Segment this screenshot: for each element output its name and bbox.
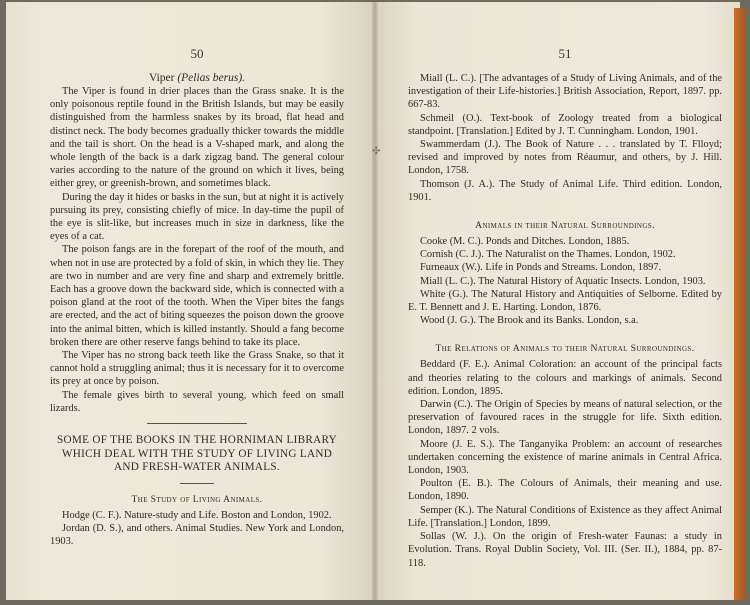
- spacer: [408, 204, 722, 216]
- book-entry: Darwin (C.). The Origin of Species by means of natural selection, or the preservation of favoured races in the struggle for life. Sixth edition. London, 1897. 2 vols.: [408, 399, 722, 437]
- book-spread: [6, 2, 740, 600]
- divider: [147, 423, 247, 424]
- book-entry: White (G.). The Natural History and Antiquities of Selborne. Edited by E. T. Bennett and J. E. Harting. London, 1876.: [408, 288, 722, 314]
- book-entry: Hodge (C. F.). Nature-study and Life. Boston and London, 1902.: [62, 509, 332, 521]
- page-number: 50: [190, 46, 204, 61]
- cover-edge: [734, 8, 746, 600]
- book-entry: Miall (L. C.). The Natural History of Aquatic Insects. London, 1903.: [420, 275, 706, 287]
- paragraph: The Viper is found in drier places than the Grass snake. It is the only poisonous reptile found in the British Islands, but may be easily distinguished from the harmless snakes by its broad, flat head and distinct neck. The body becomes gradually thicker towards the middle and the tail is short. On the head is a V-shaped mark, and along the whole length of the back is a dark zigzag band. The general colour varies according to the nature of the ground on which it lives, being either grey, or greenish-brown, and sometimes black.: [50, 86, 344, 190]
- book-entry: Cooke (M. C.). Ponds and Ditches. London, 1885.: [420, 236, 630, 248]
- book-entry: Beddard (F. E.). Animal Coloration: an account of the principal facts and theories relating to the colours and markings of animals. Second edition. London, 1895.: [408, 359, 722, 397]
- book-entry: Cornish (C. J.). The Naturalist on the Thames. London, 1902.: [420, 249, 676, 261]
- book-entry: Thomson (J. A.). The Study of Animal Life. Third edition. London, 1901.: [408, 178, 722, 203]
- book-entry: Swammerdam (J.). The Book of Nature . . . translated by T. Flloyd; revised and improved by notes from Réaumur, and others, by J. Hill. London, 1758.: [408, 139, 722, 177]
- paragraph: The female gives birth to several young, which feed on small lizards.: [50, 389, 344, 414]
- book-entry: Sollas (W. J.). On the origin of Fresh-water Faunas: a study in Evolution. Trans. Royal Dublin Society, Vol. III. (Ser. II.), 1884, pp. 87-118.: [408, 531, 722, 569]
- book-entry: Furneaux (W.). Life in Ponds and Streams. London, 1897.: [420, 262, 662, 274]
- book-entry: Miall (L. C.). [The advantages of a Study of Living Animals, and of the investigation of their Life-histories.] British Association, Report, 1897. pp. 667-83.: [408, 73, 722, 111]
- spacer: [408, 327, 722, 339]
- paragraph: The poison fangs are in the forepart of the roof of the mouth, and when not in use are protected by a fold of skin, in which they lie. They are two in number and are very fine and sharp and extremely brittle. Each has a groove down the backward side, which is connected with a poison gland at the root of the tooth. When the Viper bites the fangs are erected, and the act of biting squeezes the poison down the groove into the animal bitten, which is killed instantly. Should a fang become broken there are other reserve fangs behind to take its place.: [50, 244, 344, 348]
- left-page: [6, 2, 374, 600]
- book-entry: Moore (J. E. S.). The Tanganyika Problem: an account of researches undertaken concerning the existence of marine animals in Central Africa. London, 1903.: [408, 438, 722, 477]
- section-heading: The Relations of Animals to their Natural Surroundings.: [435, 343, 695, 355]
- book-entry: Schmeil (O.). Text-book of Zoology treated from a biological standpoint. [Translation.] Edited by J. T. Cunningham. London, 1901.: [408, 112, 722, 137]
- book-entry: Wood (J. G.). The Brook and its Banks. London, s.a.: [420, 315, 639, 327]
- paragraph: During the day it hides or basks in the sun, but at night it is actively pursuing its prey, consisting chiefly of mice. In day-time the pupil of the eye is slit-like, but increases much in size in darkness, like the eyes of a cat.: [50, 191, 344, 243]
- book-entry: Semper (K.). The Natural Conditions of Existence as they affect Animal Life. [Translation.] London, 1899.: [408, 504, 722, 529]
- viper-description: [50, 85, 344, 415]
- book-gutter: [372, 2, 381, 600]
- paragraph: The Viper has no strong back teeth like the Grass Snake, so that it cannot hold a struggling animal; thus it is necessary for it to overcome its prey at once by poison.: [50, 350, 344, 388]
- viper-heading: [50, 72, 344, 84]
- divider: [180, 483, 214, 484]
- viper-latin-name: (Pelias berus).: [177, 72, 246, 84]
- section-heading: The Study of Living Animals.: [131, 493, 263, 505]
- book-entry: Poulton (E. B.). The Colours of Animals, their meaning and use. London, 1890.: [408, 478, 722, 503]
- viper-heading-name: Viper: [148, 72, 175, 84]
- page-number: 51: [558, 46, 572, 61]
- ornament-icon: ✣: [372, 146, 381, 157]
- section-heading: Animals in their Natural Surroundings.: [475, 220, 655, 232]
- books-list-title: SOME OF THE BOOKS IN THE HORNIMAN LIBRARY WHICH DEAL WITH THE STUDY OF LIVING LAND AND FRESH-WATER ANIMALS.: [56, 434, 338, 474]
- book-entry: Jordan (D. S.), and others. Animal Studies. New York and London, 1903.: [50, 522, 344, 547]
- right-page: [374, 2, 740, 600]
